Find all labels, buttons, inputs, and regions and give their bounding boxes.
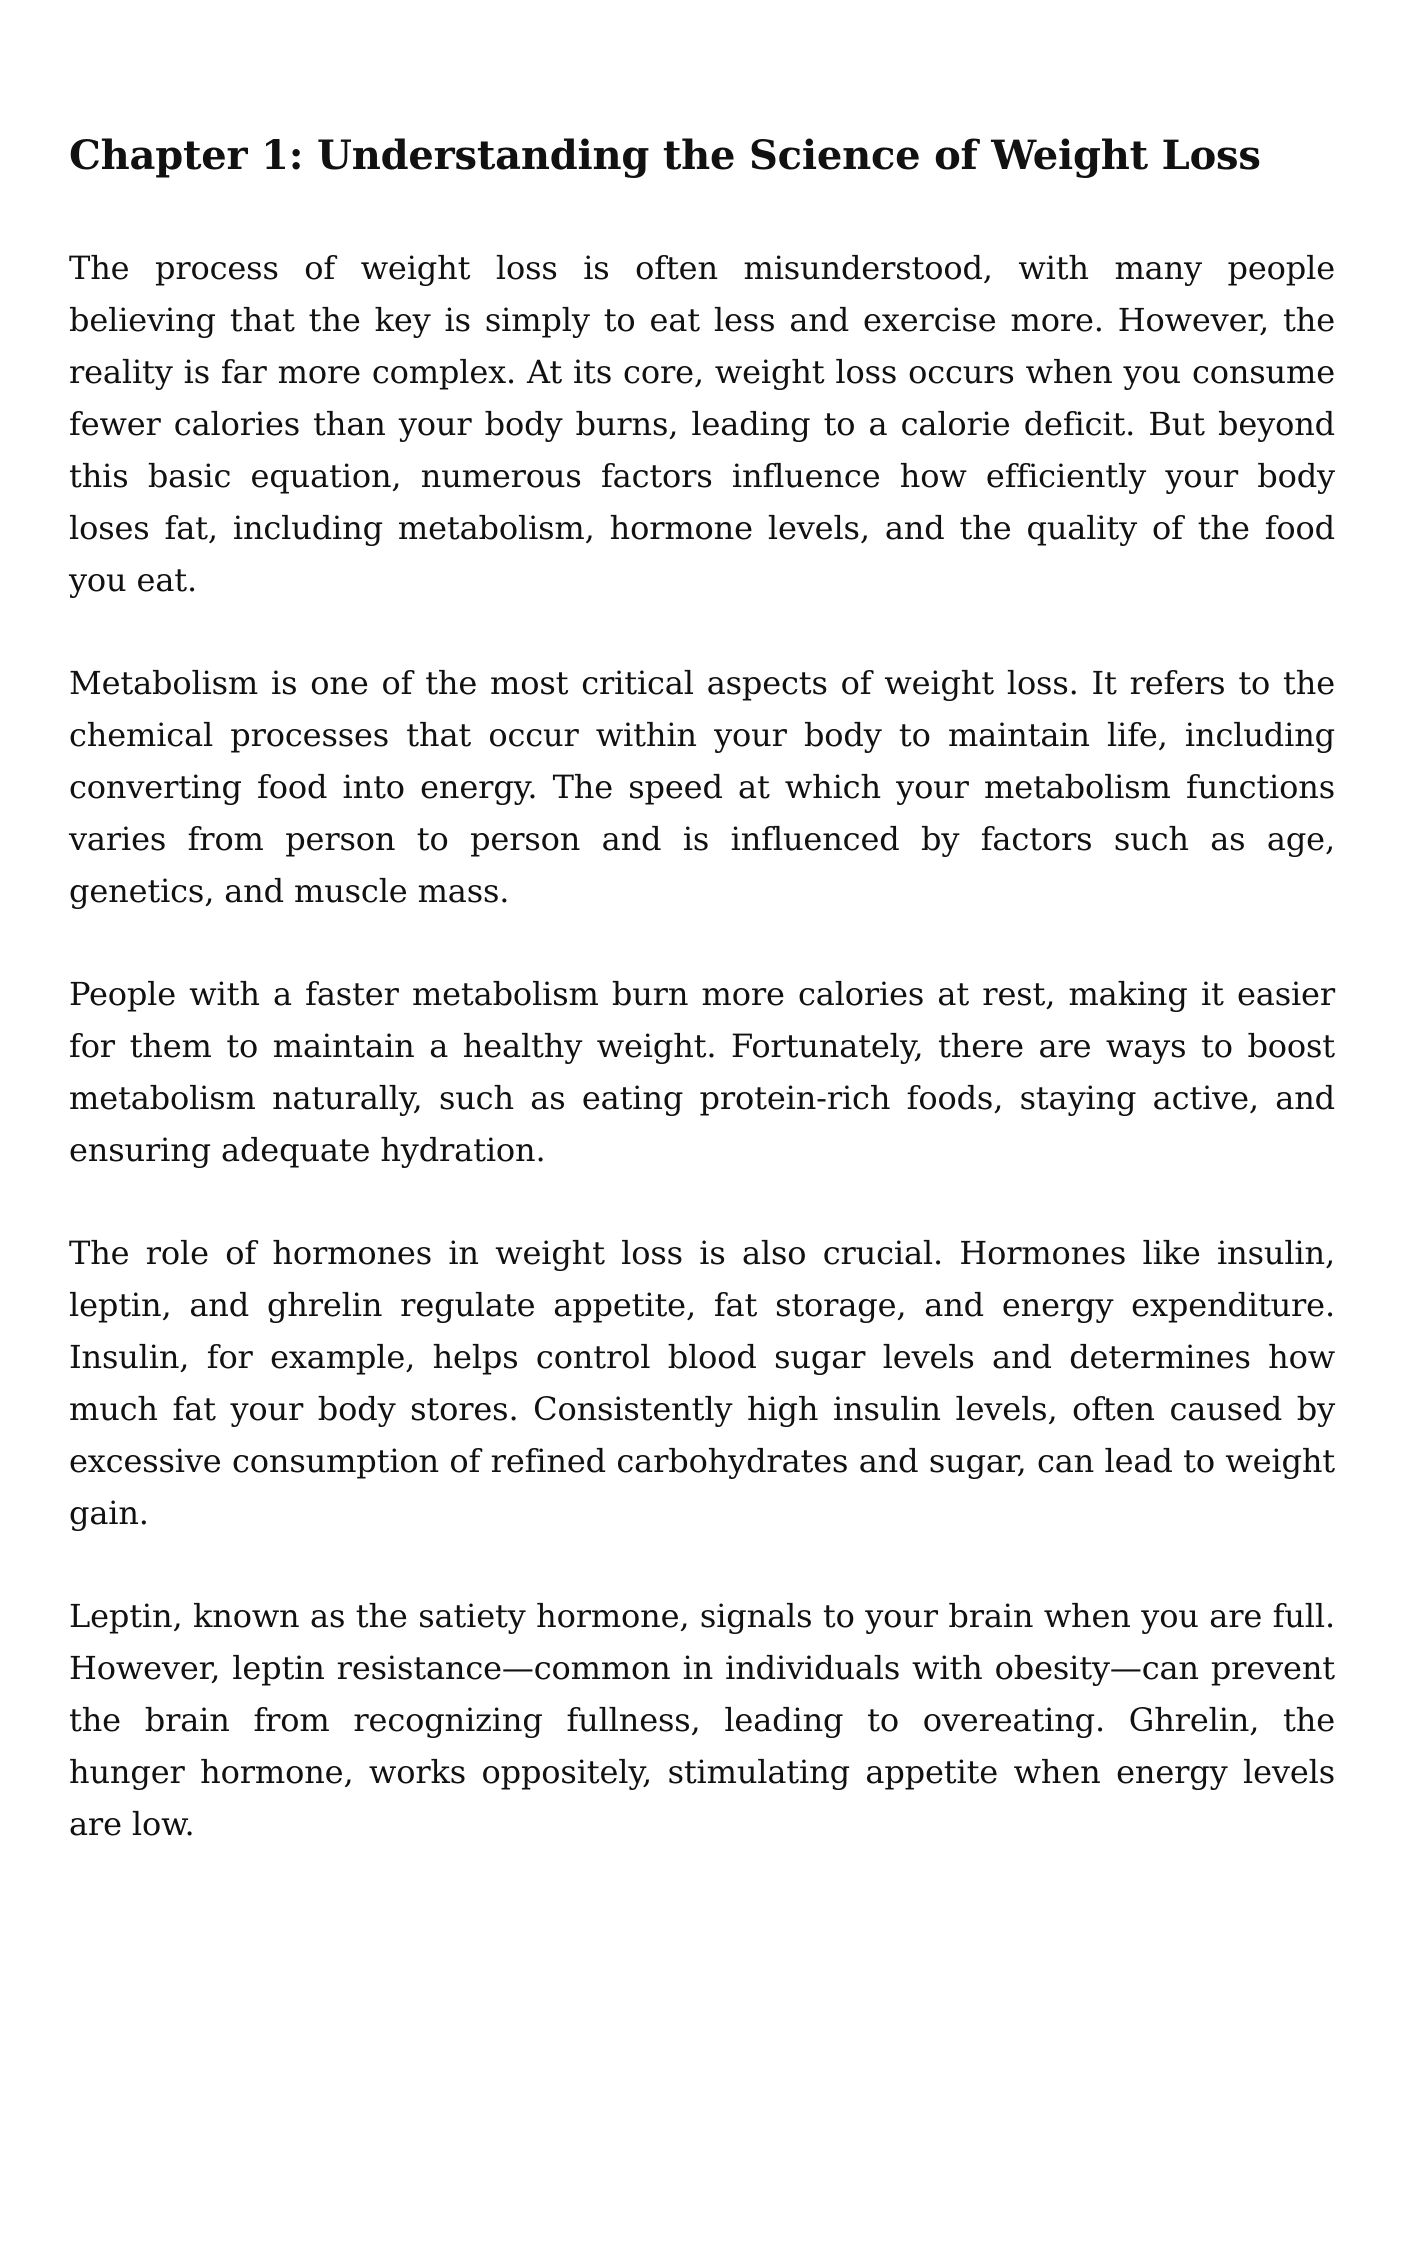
paragraph-faster-metabolism: People with a faster metabolism burn more calories at rest, making it easier for them to maintain a healthy weight. Fortunately, there are ways to boost metabolism naturally, such as eating protein-rich foods, staying active, and ensuring adequate hydration. bbox=[69, 975, 1335, 1169]
paragraph-leptin-ghrelin: Leptin, known as the satiety hormone, signals to your brain when you are full. However, leptin resistance—common in individuals with obesity—can prevent the brain from recognizing fullness, leading to overeating. Ghrelin, the hunger hormone, works oppositely, stimulating appetite when energy levels are low. bbox=[69, 1597, 1335, 1843]
chapter-title: Chapter 1: Understanding the Science of Weight Loss bbox=[69, 132, 1261, 179]
paragraph-hormones: The role of hormones in weight loss is also crucial. Hormones like insulin, leptin, and ghrelin regulate appetite, fat storage, and energy expenditure. Insulin, for example, helps control blood sugar levels and determines how much fat your body stores. Consistently high insulin levels, often caused by excessive consumption of refined carbohydrates and sugar, can lead to weight gain. bbox=[69, 1234, 1335, 1532]
paragraph-metabolism: Metabolism is one of the most critical aspects of weight loss. It refers to the chemical processes that occur within your body to maintain life, including converting food into energy. The speed at which your metabolism functions varies from person to person and is influenced by factors such as age, genetics, and muscle mass. bbox=[69, 664, 1335, 910]
paragraph-weight-loss-process: The process of weight loss is often misunderstood, with many people believing that the key is simply to eat less and exercise more. However, the reality is far more complex. At its core, weight loss occurs when you consume fewer calories than your body burns, leading to a calorie deficit. But beyond this basic equation, numerous factors influence how efficiently your body loses fat, including metabolism, hormone levels, and the quality of the food you eat. bbox=[69, 249, 1335, 599]
